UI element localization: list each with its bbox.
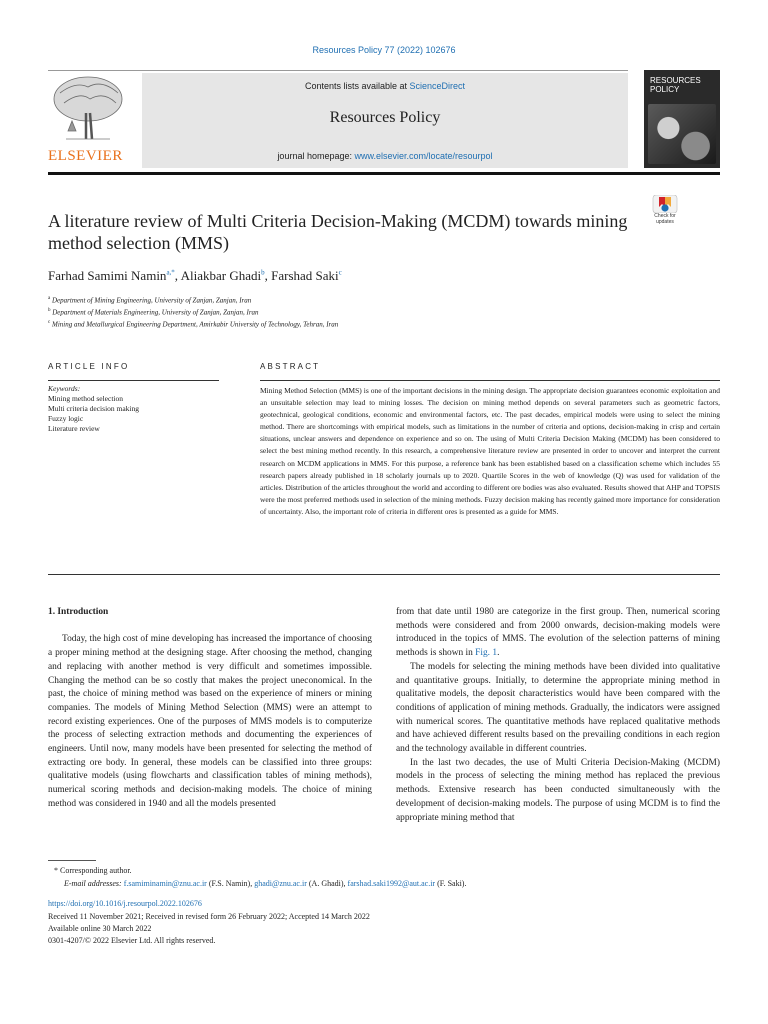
email-owner: (F. Saki).	[435, 879, 467, 888]
check-updates-icon	[645, 195, 685, 213]
affiliation-text: Department of Mining Engineering, University of Zanjan, Zanjan, Iran	[51, 296, 252, 305]
body-paragraph: In the last two decades, the use of Multi Criteria Decision-Making (MCDM) models in the process of selecting the mining method has replaced the previous methods. Extensive research has been conducted simultaneously with the development of decision-making models. The purpose of using MCDM is to find the appropriate mining method that	[396, 757, 720, 823]
affiliation-text: Mining and Metallurgical Engineering Department, Amirkabir University of Technology, Tehran, Iran	[51, 320, 339, 329]
contents-prefix: Contents lists available at	[304, 81, 410, 91]
body-paragraph	[396, 606, 720, 661]
author-affiliation-marker[interactable]: c	[338, 268, 342, 277]
available-online-date: Available online 30 March 2022	[48, 924, 152, 933]
paragraph-end: .	[497, 648, 500, 659]
elsevier-tree-icon	[46, 73, 130, 145]
email-link[interactable]: farshad.saki1992@aut.ac.ir	[347, 879, 436, 888]
homepage-link[interactable]: www.elsevier.com/locate/resourpol	[354, 151, 493, 161]
keyword: Multi criteria decision making	[48, 404, 140, 413]
email-link[interactable]: ghadi@znu.ac.ir	[254, 879, 307, 888]
journal-cover-thumbnail[interactable]	[644, 70, 720, 168]
affiliation-text: Department of Materials Engineering, University of Zanjan, Zanjan, Iran	[52, 308, 259, 317]
masthead-bottom-rule	[48, 172, 720, 175]
journal-citation-link[interactable]: Resources Policy 77 (2022) 102676	[312, 45, 456, 55]
keywords-block	[48, 384, 223, 434]
journal-name: Resources Policy	[329, 109, 441, 126]
keywords-label: Keywords:	[48, 384, 81, 393]
email-owner: (F.S. Namin),	[206, 879, 255, 888]
masthead-top-divider	[48, 70, 628, 71]
homepage-label: journal homepage:	[277, 151, 355, 161]
elsevier-wordmark: ELSEVIER	[48, 148, 123, 164]
affiliation-marker: a	[48, 296, 51, 301]
affiliation	[48, 308, 259, 316]
body-left-column	[48, 606, 372, 812]
keyword: Literature review	[48, 424, 100, 433]
affiliation-marker: c	[48, 320, 51, 325]
elsevier-logo[interactable]	[46, 73, 130, 165]
article-info-heading: ARTICLE INFO	[48, 362, 130, 371]
figure-1-link[interactable]: Fig. 1	[475, 648, 498, 659]
author-name[interactable]: Aliakbar Ghadi	[180, 268, 262, 283]
email-owner: (A. Ghadi),	[306, 879, 348, 888]
body-paragraph: The models for selecting the mining methods have been divided into qualitative and quantitative groups. Initially, to determine the appropriate mining method in qualitative models, the deposit characteristics would have been compared with the conditions of application of mining methods. Gradually, the indicators were assigned with numerical scores. The quantitative methods have replaced qualitative methods and have achieved different results based on the prevailing conditions in each region and the technology available in different countries.	[396, 661, 720, 755]
sciencedirect-link[interactable]: ScienceDirect	[409, 81, 466, 91]
affiliation-marker: b	[48, 308, 51, 313]
check-updates-label: Check for updates	[654, 213, 676, 225]
body-paragraph: Today, the high cost of mine developing has increased the importance of choosing a proper mining method at the designing stage. After choosing the method, changing and replacing with another method is very difficult and sometimes impossible. Changing the method can be so costly that makes the project uneconomical. In the past, the choice of mining method was based on the experience of miners or mining companies. The models of Mining Method Selection (MMS) were an attempt to record existing experiences. One of the purposes of MMS models is to computerize the process of selecting extraction methods and documenting the experiences of engineers. Until now, many models have been presented for selecting the method of extracting ore body. In general, these models can be classified into three groups: qualitative models (using flowcharts and classification tables of mining methods), numerical scoring methods and decision-making models. The choice of mining method was considered in 1940 and all the models presented	[48, 634, 372, 809]
received-dates: Received 11 November 2021; Received in revised form 26 February 2022; Accepted 14 March 2022	[48, 912, 370, 921]
abstract-bottom-rule	[48, 574, 720, 575]
author-affiliation-marker[interactable]: b	[261, 268, 265, 277]
copyright-notice: 0301-4207/© 2022 Elsevier Ltd. All rights reserved.	[48, 936, 216, 945]
email-link[interactable]: f.samiminamin@znu.ac.ir	[123, 879, 207, 888]
article-info-divider	[48, 380, 219, 381]
affiliation	[48, 296, 251, 304]
contents-availability	[142, 81, 628, 91]
abstract-divider	[260, 380, 720, 381]
keyword: Fuzzy logic	[48, 414, 84, 423]
body-right-column	[396, 606, 720, 825]
section-heading-introduction: 1. Introduction	[48, 607, 109, 617]
abstract-text: Mining Method Selection (MMS) is one of the important decisions in the mining design. The appropriate decision guarantees economic exploitation and an unsuitable selection may lead to mining losses. The decision on mining method depends on several parameters such as geometric factors, geotechnical, geological conditions, economic and environmental factors, etc. The past decades, empirical models were using to select the mining method. There are shortcomings with empirical models, such as limitations in the number of criteria and options, decision-making in crisp and certain situations, unclear answers and dependence on experience and so on. The using of Multi Criteria Decision Making (MCDM) has been considered to select the best mining method recently. In this research, a comprehensive literature review are presented in order to uncover and interpret the current research on MCDM applications in MMS. For this purpose, a reference bank has been established based on a classification scheme which includes 55 research papers already published in 18 scholarly journals up to 2020. Quartile Scores in the web of knowledge (Q) was used for validation of the articles. Distribution of the articles throughout the world and according to different ore bodies was also evaluated. Results showed that AHP and TOPSIS were the most preferred methods used in selection of the mining methods. Fuzzy decision making has recently gained more importance for consideration of uncertainty. Also, the important role of criteria in different ores is presented as a guide for MMS.	[260, 386, 720, 516]
cover-title: RESOURCES POLICY	[650, 76, 701, 94]
author-name[interactable]: Farhad Samimi Namin	[48, 268, 167, 283]
journal-homepage	[142, 151, 628, 161]
corresponding-author-note: * Corresponding author.	[54, 866, 132, 875]
author-affiliation-marker[interactable]: a,*	[166, 268, 175, 277]
doi-link[interactable]: https://doi.org/10.1016/j.resourpol.2022.102676	[48, 899, 202, 908]
author-name[interactable]: Farshad Saki	[271, 268, 339, 283]
journal-masthead	[142, 73, 628, 168]
paragraph-text: from that date until 1980 are categorize in the first group. Then, numerical scoring methods were considered and from 2000 onwards, decision-making models were introduced in the topics of MMS. The evolution of the selection patterns of mining methods is shown in	[396, 607, 720, 659]
keyword: Mining method selection	[48, 394, 123, 403]
affiliation	[48, 320, 338, 328]
footnote-divider	[48, 860, 96, 861]
abstract-heading: ABSTRACT	[260, 362, 321, 371]
check-for-updates-badge[interactable]	[645, 195, 685, 231]
email-label: E-mail addresses:	[64, 879, 122, 888]
cover-image	[648, 104, 716, 164]
paper-title: A literature review of Multi Criteria Decision-Making (MCDM) towards mining method selection (MMS)	[48, 211, 628, 253]
email-addresses	[64, 879, 466, 888]
author-list: Farhad Samimi Namin$^{a,*}$, Aliakbar Ghadi$^b$, Farshad Saki$^c$	[48, 268, 342, 283]
